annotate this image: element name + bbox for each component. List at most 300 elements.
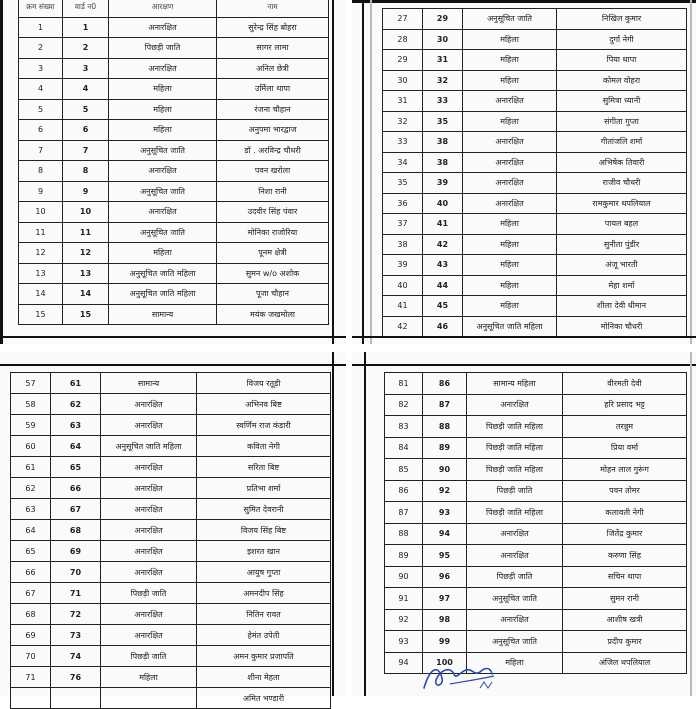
cell-reservation: सामान्य महिला [467,373,563,395]
cell-serial-no: 6 [19,120,63,141]
cell-reservation: अनारक्षित [109,17,217,38]
cell-ward-no: 15 [63,304,109,325]
table-row [385,459,687,481]
cell-reservation: महिला [463,70,557,91]
cell-reservation: अनारक्षित [101,499,197,520]
table-row [385,437,687,459]
table-wards-29-46 [382,8,687,337]
table-row [11,415,331,436]
table-row [383,50,687,71]
cell-serial-no: 41 [383,296,423,317]
cell-name: इशरत खान [197,541,331,562]
cell-serial-no: 67 [11,583,51,604]
cell-ward-no: 35 [423,111,463,132]
cell-reservation: महिला [467,652,563,674]
cell-name: प्रिया वर्मा [563,437,687,459]
cell-name: नितिन रावत [197,604,331,625]
cell-ward-no: 76 [51,667,101,688]
cell-ward-no: 6 [63,120,109,141]
cell-ward-no: 38 [423,132,463,153]
cell-name: सुनीता पुंडीर [557,234,687,255]
cell-serial-no: 28 [383,29,423,50]
cell-serial-no: 3 [19,58,63,79]
table-row [383,316,687,337]
cell-ward-no: 43 [423,255,463,276]
cell-reservation: अनारक्षित [101,520,197,541]
cell-serial-no: 61 [11,457,51,478]
cell-reservation: महिला [463,29,557,50]
cell-name: सचिन थापा [563,566,687,588]
cell-ward-no: 32 [423,70,463,91]
table-row [383,111,687,132]
cell-ward-no: 64 [51,436,101,457]
cell-ward-no: 94 [423,523,467,545]
cell-name: जितेंद्र कुमार [563,523,687,545]
cell-serial-no: 31 [383,91,423,112]
cell-serial-no: 59 [11,415,51,436]
cell-reservation: अनारक्षित [101,541,197,562]
cell-name: विजय सिंह बिष्ट [197,520,331,541]
panel-top-left [0,0,346,344]
cell-reservation: अनारक्षित [109,58,217,79]
cell-reservation: अनारक्षित [467,609,563,631]
table-row [11,583,331,604]
panel-bottom-right [352,352,696,696]
pencil-margin-line [690,352,692,696]
cell-reservation: अनारक्षित [463,91,557,112]
cell-name: पूनम क्षेत्री [217,243,329,264]
cell-name: अनिल छेत्री [217,58,329,79]
cell-reservation: पिछड़ी जाति [101,583,197,604]
cell-serial-no: 90 [385,566,423,588]
cell-serial-no: 87 [385,502,423,524]
cell-name: प्रदीप कुमार [563,631,687,653]
cell-reservation: अनारक्षित [109,161,217,182]
cell-name: कविता नेगी [197,436,331,457]
photo-edge [352,364,696,366]
table-row [385,631,687,653]
table-row [383,296,687,317]
cell-reservation: महिला [109,120,217,141]
cell-reservation: महिला [463,111,557,132]
cell-serial-no: 68 [11,604,51,625]
cell-reservation: अनारक्षित [467,523,563,545]
cell-reservation: अनुसूचित जाति [467,631,563,653]
photo-edge [332,352,334,696]
cell-serial-no: 30 [383,70,423,91]
table-row [383,214,687,235]
cell-reservation: अनारक्षित [101,457,197,478]
cell-ward-no: 74 [51,646,101,667]
cell-serial-no: 15 [19,304,63,325]
cell-ward-no: 98 [423,609,467,631]
cell-serial-no: 64 [11,520,51,541]
cell-serial-no: 10 [19,202,63,223]
table-row [19,222,329,243]
table-row [383,275,687,296]
cell-reservation: अनुसूचित जाति [463,9,557,30]
cell-name: गीतांजलि शर्मा [557,132,687,153]
cell-serial-no: 2 [19,38,63,59]
cell-name: दुर्गा नेगी [557,29,687,50]
table-row [383,70,687,91]
cell-ward-no: 97 [423,588,467,610]
cell-name: अमनदीप सिंह [197,583,331,604]
cell-name: उदवीर सिंह पंवार [217,202,329,223]
cell-serial-no: 14 [19,284,63,305]
cell-serial-no: 93 [385,631,423,653]
cell-ward-no: 88 [423,416,467,438]
table-row [19,243,329,264]
cell-name: हेमंत उपेती [197,625,331,646]
cell-ward-no: 99 [423,631,467,653]
cell-reservation: पिछड़ी जाति महिला [467,502,563,524]
table-row [385,480,687,502]
cell-ward-no: 30 [423,29,463,50]
cell-ward-no: 87 [423,394,467,416]
panel-top-right [352,0,696,344]
cell-ward-no: 46 [423,316,463,337]
cell-serial-no: 85 [385,459,423,481]
table-row [383,91,687,112]
cell-reservation: अनुसूचित जाति महिला [463,316,557,337]
cell-name: पवन तोमर [563,480,687,502]
cell-reservation [101,688,197,709]
cell-ward-no: 2 [63,38,109,59]
cell-name: पवन खरोला [217,161,329,182]
table-wards-61-76 [10,372,331,709]
cell-name: निखिल कुमार [557,9,687,30]
cell-serial-no [11,688,51,709]
cell-reservation: महिला [463,234,557,255]
photo-edge [0,0,3,344]
cell-serial-no: 91 [385,588,423,610]
cell-name: पूजा चौहान [217,284,329,305]
cell-name: अनुपमा भारद्वाज [217,120,329,141]
table-row [19,181,329,202]
cell-ward-no: 38 [423,152,463,173]
cell-reservation: अनुसूचित जाति [109,181,217,202]
table-row [19,202,329,223]
cell-serial-no: 58 [11,394,51,415]
cell-ward-no: 45 [423,296,463,317]
cell-name: पायल बहल [557,214,687,235]
cell-reservation: महिला [463,296,557,317]
cell-reservation: अनारक्षित [101,604,197,625]
col-header-sr: क्रम संख्या [19,0,63,17]
cell-ward-no: 31 [423,50,463,71]
cell-name: सुमित्रा ध्यानी [557,91,687,112]
cell-serial-no: 35 [383,173,423,194]
table-row [11,478,331,499]
cell-name: रामकुमार थपलियाल [557,193,687,214]
cell-ward-no: 29 [423,9,463,30]
cell-ward-no: 12 [63,243,109,264]
table-row [383,193,687,214]
table-row [19,79,329,100]
table-row [383,152,687,173]
cell-serial-no: 36 [383,193,423,214]
cell-name: अभिनव बिष्ट [197,394,331,415]
cell-serial-no: 42 [383,316,423,337]
cell-reservation: पिछड़ी जाति महिला [467,416,563,438]
cell-serial-no: 39 [383,255,423,276]
cell-reservation: पिछड़ी जाति [109,38,217,59]
cell-serial-no: 66 [11,562,51,583]
cell-serial-no: 12 [19,243,63,264]
cell-name: कोमल वोहरा [557,70,687,91]
cell-serial-no: 37 [383,214,423,235]
table-row [385,373,687,395]
cell-ward-no: 41 [423,214,463,235]
cell-name: सुमन रानी [563,588,687,610]
table-row [19,120,329,141]
cell-name: अंजू भारती [557,255,687,276]
cell-name: रंजना चौहान [217,99,329,120]
cell-name: प्रतिभा शर्मा [197,478,331,499]
cell-ward-no: 44 [423,275,463,296]
cell-ward-no: 42 [423,234,463,255]
table-row [385,394,687,416]
cell-serial-no: 57 [11,373,51,394]
table-row [19,263,329,284]
cell-reservation: पिछड़ी जाति [467,480,563,502]
cell-ward-no: 95 [423,545,467,567]
cell-serial-no: 13 [19,263,63,284]
cell-ward-no: 14 [63,284,109,305]
cell-reservation: अनारक्षित [101,478,197,499]
table-row [11,562,331,583]
photo-edge [332,0,334,344]
cell-reservation: महिला [109,79,217,100]
cell-serial-no: 4 [19,79,63,100]
cell-name: मोनिका चौधरी [557,316,687,337]
table-row [11,646,331,667]
cell-serial-no: 60 [11,436,51,457]
cell-reservation: अनारक्षित [109,202,217,223]
cell-reservation: अनारक्षित [101,562,197,583]
table-row [11,520,331,541]
cell-name: मोहन लाल गुरूंग [563,459,687,481]
table-row [11,457,331,478]
cell-serial-no: 32 [383,111,423,132]
col-header-name: नाम [217,0,329,17]
cell-name: सरिता बिष्ट [197,457,331,478]
cell-name: सुरेन्द्र सिंह बोहरा [217,17,329,38]
cell-ward-no: 8 [63,161,109,182]
table-row [19,284,329,305]
cell-name: शीला देवी धीमान [557,296,687,317]
table-row [11,604,331,625]
cell-name: आयुष गुप्ता [197,562,331,583]
cell-serial-no: 11 [19,222,63,243]
cell-name: मेहा शर्मा [557,275,687,296]
table-row [385,416,687,438]
cell-serial-no: 34 [383,152,423,173]
table-row [19,17,329,38]
cell-name: निशा रानी [217,181,329,202]
cell-serial-no: 7 [19,140,63,161]
cell-ward-no: 89 [423,437,467,459]
cell-serial-no: 40 [383,275,423,296]
cell-ward-no: 73 [51,625,101,646]
cell-ward-no: 100 [423,652,467,674]
cell-serial-no: 9 [19,181,63,202]
table-row [11,625,331,646]
cell-name: अभिषेक तिवारी [557,152,687,173]
cell-name: अमित भण्डारी [197,688,331,709]
table-row [11,394,331,415]
cell-serial-no: 92 [385,609,423,631]
cell-serial-no: 27 [383,9,423,30]
cell-name: उर्मिला थापा [217,79,329,100]
cell-serial-no: 33 [383,132,423,153]
cell-name: विजय रतूड़ी [197,373,331,394]
cell-reservation: अनुसूचित जाति [109,222,217,243]
cell-name: अंजिल थपलियाल [563,652,687,674]
photo-edge [362,0,364,344]
cell-ward-no: 90 [423,459,467,481]
cell-serial-no: 70 [11,646,51,667]
table-row [385,588,687,610]
cell-serial-no: 83 [385,416,423,438]
table-row [383,29,687,50]
cell-serial-no: 69 [11,625,51,646]
cell-name: अमन कुमार प्रजापति [197,646,331,667]
cell-reservation: महिला [463,255,557,276]
cell-name: मोनिका राजोरिया [217,222,329,243]
cell-reservation: अनुसूचित जाति महिला [101,436,197,457]
cell-ward-no: 40 [423,193,463,214]
cell-name: संगीता गुप्ता [557,111,687,132]
cell-ward-no: 33 [423,91,463,112]
cell-name: हरि प्रसाद भट्ट [563,394,687,416]
table-row [19,99,329,120]
table-row [383,173,687,194]
cell-reservation: पिछड़ी जाति महिला [467,437,563,459]
table-row [11,667,331,688]
cell-name: सागर लामा [217,38,329,59]
cell-serial-no: 94 [385,652,423,674]
cell-reservation: पिछड़ी जाति महिला [467,459,563,481]
cell-reservation: पिछड़ी जाति [467,566,563,588]
cell-serial-no: 89 [385,545,423,567]
table-row [383,234,687,255]
table-wards-1-15 [18,0,329,325]
table-row [385,523,687,545]
cell-ward-no: 93 [423,502,467,524]
cell-ward-no: 71 [51,583,101,604]
cell-reservation: अनारक्षित [463,132,557,153]
cell-serial-no: 84 [385,437,423,459]
cell-serial-no: 86 [385,480,423,502]
cell-ward-no: 70 [51,562,101,583]
photo-edge [0,364,346,366]
cell-reservation: महिला [463,50,557,71]
cell-name: शीना मेहता [197,667,331,688]
cell-ward-no: 9 [63,181,109,202]
table-row [383,255,687,276]
cell-serial-no: 62 [11,478,51,499]
cell-reservation: सामान्य [109,304,217,325]
cell-ward-no: 68 [51,520,101,541]
cell-ward-no: 4 [63,79,109,100]
cell-name: तरन्नुम [563,416,687,438]
cell-ward-no: 65 [51,457,101,478]
cell-ward-no: 7 [63,140,109,161]
cell-name: कलावती नेगी [563,502,687,524]
cell-reservation: अनारक्षित [101,415,197,436]
table-row [19,304,329,325]
cell-name: डॉ . अरविन्द्र चौधरी [217,140,329,161]
cell-ward-no: 11 [63,222,109,243]
col-header-reservation: आरक्षण [109,0,217,17]
cell-serial-no: 71 [11,667,51,688]
cell-reservation: पिछड़ी जाति [101,646,197,667]
cell-reservation: अनुसूचित जाति [467,588,563,610]
table-row [385,609,687,631]
cell-reservation: अनारक्षित [463,173,557,194]
signature-image [420,658,510,694]
cell-ward-no: 63 [51,415,101,436]
table-row [385,502,687,524]
cell-name: सुमन w/o अशोक [217,263,329,284]
cell-reservation: अनारक्षित [101,625,197,646]
table-row [11,373,331,394]
cell-ward-no: 10 [63,202,109,223]
cell-ward-no: 96 [423,566,467,588]
table-header-row [19,0,329,17]
cell-reservation: अनुसूचित जाति [109,140,217,161]
cell-serial-no: 63 [11,499,51,520]
cell-reservation: अनारक्षित [463,152,557,173]
cell-serial-no: 5 [19,99,63,120]
panel-bottom-left [0,352,346,703]
cell-ward-no: 92 [423,480,467,502]
cell-ward-no: 69 [51,541,101,562]
cell-reservation: महिला [101,667,197,688]
cell-reservation: अनारक्षित [463,193,557,214]
cell-reservation: महिला [109,99,217,120]
cell-name: स्वर्णिम राज कंडारी [197,415,331,436]
cell-reservation: अनुसूचित जाति महिला [109,284,217,305]
table-row [11,541,331,562]
cell-reservation: अनारक्षित [101,394,197,415]
table-row [383,132,687,153]
cell-ward-no: 66 [51,478,101,499]
photo-edge [0,336,346,338]
cell-reservation: सामान्य [101,373,197,394]
table-row [385,545,687,567]
cell-name: राजीव चौधरी [557,173,687,194]
cell-ward-no: 3 [63,58,109,79]
cell-ward-no: 86 [423,373,467,395]
cell-ward-no: 61 [51,373,101,394]
gutter-horizontal [0,344,696,352]
table-row [383,9,687,30]
cell-name: मयंक जखमोला [217,304,329,325]
cell-ward-no: 39 [423,173,463,194]
cell-name: पिया थापा [557,50,687,71]
table-row [19,161,329,182]
pencil-margin-line [690,0,692,344]
table-row [19,58,329,79]
cell-reservation: महिला [109,243,217,264]
cell-reservation: महिला [463,214,557,235]
cell-serial-no: 65 [11,541,51,562]
cell-reservation: अनारक्षित [467,394,563,416]
photo-edge [364,352,366,696]
